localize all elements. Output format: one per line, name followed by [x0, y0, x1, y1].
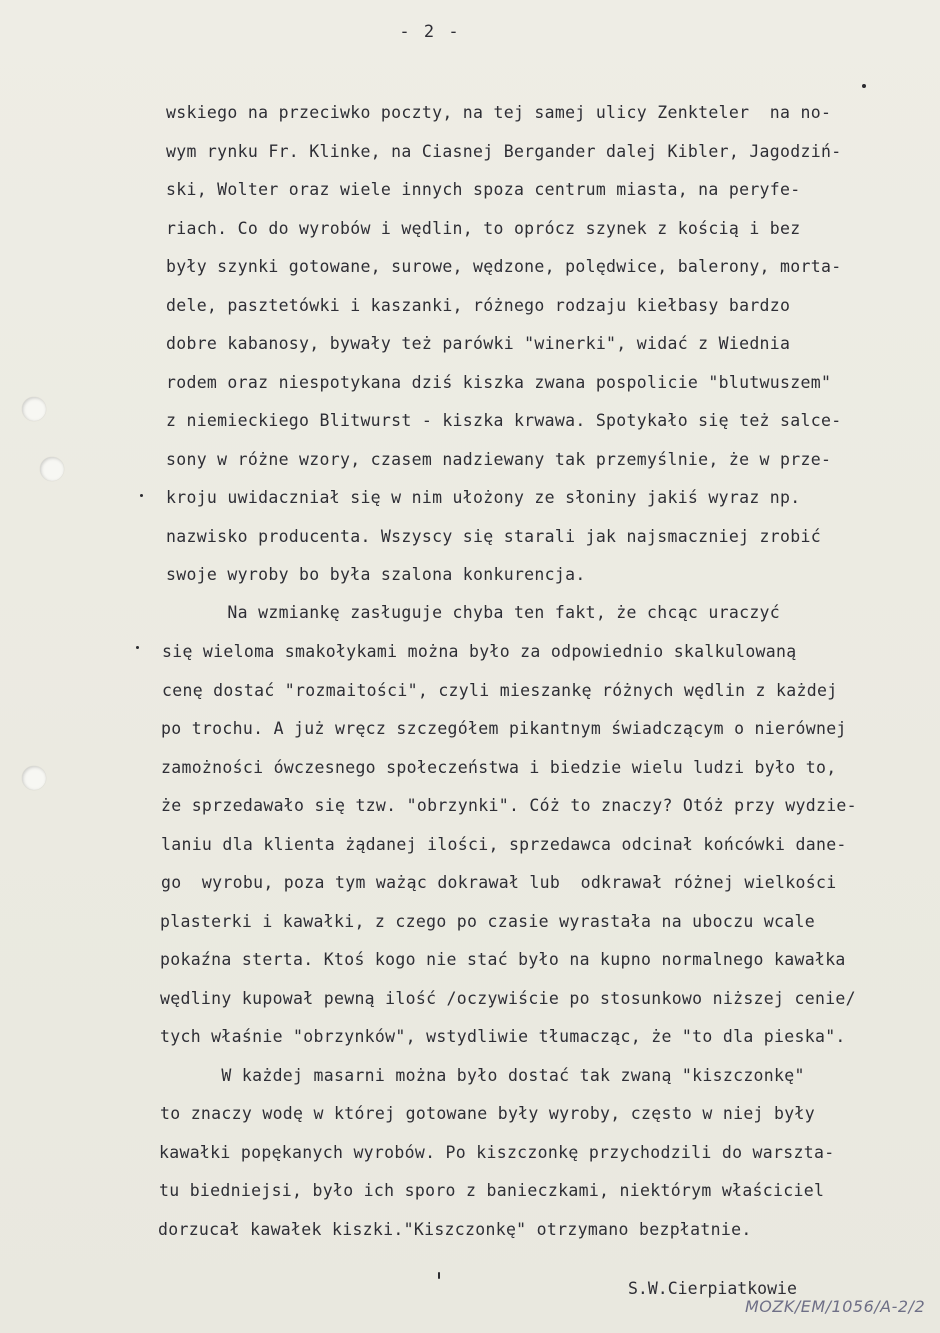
archive-mark: MOZK/EM/1056/A-2/2 — [745, 1297, 926, 1316]
text-line: że sprzedawało się tzw. "obrzynki". Cóż to znaczy? Otóż przy wydzie- — [161, 796, 857, 815]
ink-speck — [136, 646, 139, 649]
text-line: Na wzmiankę zasługuje chyba ten fakt, że chcąc uraczyć — [166, 603, 781, 622]
text-line: wym rynku Fr. Klinke, na Ciasnej Bergander dalej Kibler, Jagodziń- — [166, 142, 842, 161]
text-line: z niemieckiego Blitwurst - kiszka krwawa. Spotykało się też salce- — [166, 411, 842, 430]
text-line: tu biedniejsi, było ich sporo z banieczkami, niektórym właściciel — [159, 1181, 825, 1200]
text-line: kawałki popękanych wyrobów. Po kiszczonkę przychodzili do warszta- — [159, 1143, 835, 1162]
text-line: sony w różne wzory, czasem nadziewany tak przemyślnie, że w prze- — [166, 450, 832, 469]
text-line: plasterki i kawałki, z czego po czasie wyrastała na uboczu wcale — [160, 912, 815, 931]
text-line: wędliny kupował pewną ilość /oczywiście po stosunkowo niższej cenie/ — [160, 989, 856, 1008]
text-line: dobre kabanosy, bywały też parówki "winerki", widać z Wiednia — [166, 334, 791, 353]
text-line: laniu dla klienta żądanej ilości, sprzedawca odcinał końcówki dane- — [161, 835, 847, 854]
signature: S.W.Cierpiatkowie — [628, 1279, 797, 1298]
text-line: swoje wyroby bo była szalona konkurencja. — [166, 565, 586, 584]
text-line: nazwisko producenta. Wszyscy się starali jak najsmaczniej zrobić — [166, 527, 821, 546]
text-line: riach. Co do wyrobów i wędlin, to oprócz szynek z kością i bez — [166, 219, 801, 238]
text-line: pokaźna sterta. Ktoś kogo nie stać było na kupno normalnego kawałka — [160, 950, 846, 969]
page-number: - 2 - — [399, 22, 461, 42]
text-line: kroju uwidaczniał się w nim ułożony ze słoniny jakiś wyraz np. — [166, 488, 801, 507]
text-line: ski, Wolter oraz wiele innych spoza centrum miasta, na peryfe- — [166, 180, 801, 199]
ink-speck — [438, 1272, 440, 1279]
punch-hole — [22, 766, 46, 790]
text-line: po trochu. A już wręcz szczegółem pikantnym świadczącym o nierównej — [161, 719, 847, 738]
text-line: dele, pasztetówki i kaszanki, różnego rodzaju kiełbasy bardzo — [166, 296, 791, 315]
text-line: to znaczy wodę w której gotowane były wyroby, często w niej były — [160, 1104, 815, 1123]
text-line: dorzucał kawałek kiszki."Kiszczonkę" otrzymano bezpłatnie. — [158, 1220, 752, 1239]
text-line: go wyrobu, poza tym ważąc dokrawał lub odkrawał różnej wielkości — [161, 873, 837, 892]
text-line: zamożności ówczesnego społeczeństwa i biedzie wielu ludzi było to, — [161, 758, 837, 777]
ink-speck — [862, 84, 866, 88]
ink-speck — [140, 494, 143, 497]
text-line: były szynki gotowane, surowe, wędzone, polędwice, balerony, morta- — [166, 257, 842, 276]
text-line: cenę dostać "rozmaitości", czyli mieszankę różnych wędlin z każdej — [162, 681, 838, 700]
text-line: W każdej masarni można było dostać tak zwaną "kiszczonkę" — [160, 1066, 805, 1085]
punch-hole — [40, 457, 64, 481]
text-line: rodem oraz niespotykana dziś kiszka zwana pospolicie "blutwuszem" — [166, 373, 832, 392]
text-line: wskiego na przeciwko poczty, na tej samej ulicy Zenkteler na no- — [166, 103, 832, 122]
punch-hole — [22, 397, 46, 421]
text-line: się wieloma smakołykami można było za odpowiednio skalkulowaną — [162, 642, 797, 661]
text-line: tych właśnie "obrzynków", wstydliwie tłumacząc, że "to dla pieska". — [160, 1027, 846, 1046]
